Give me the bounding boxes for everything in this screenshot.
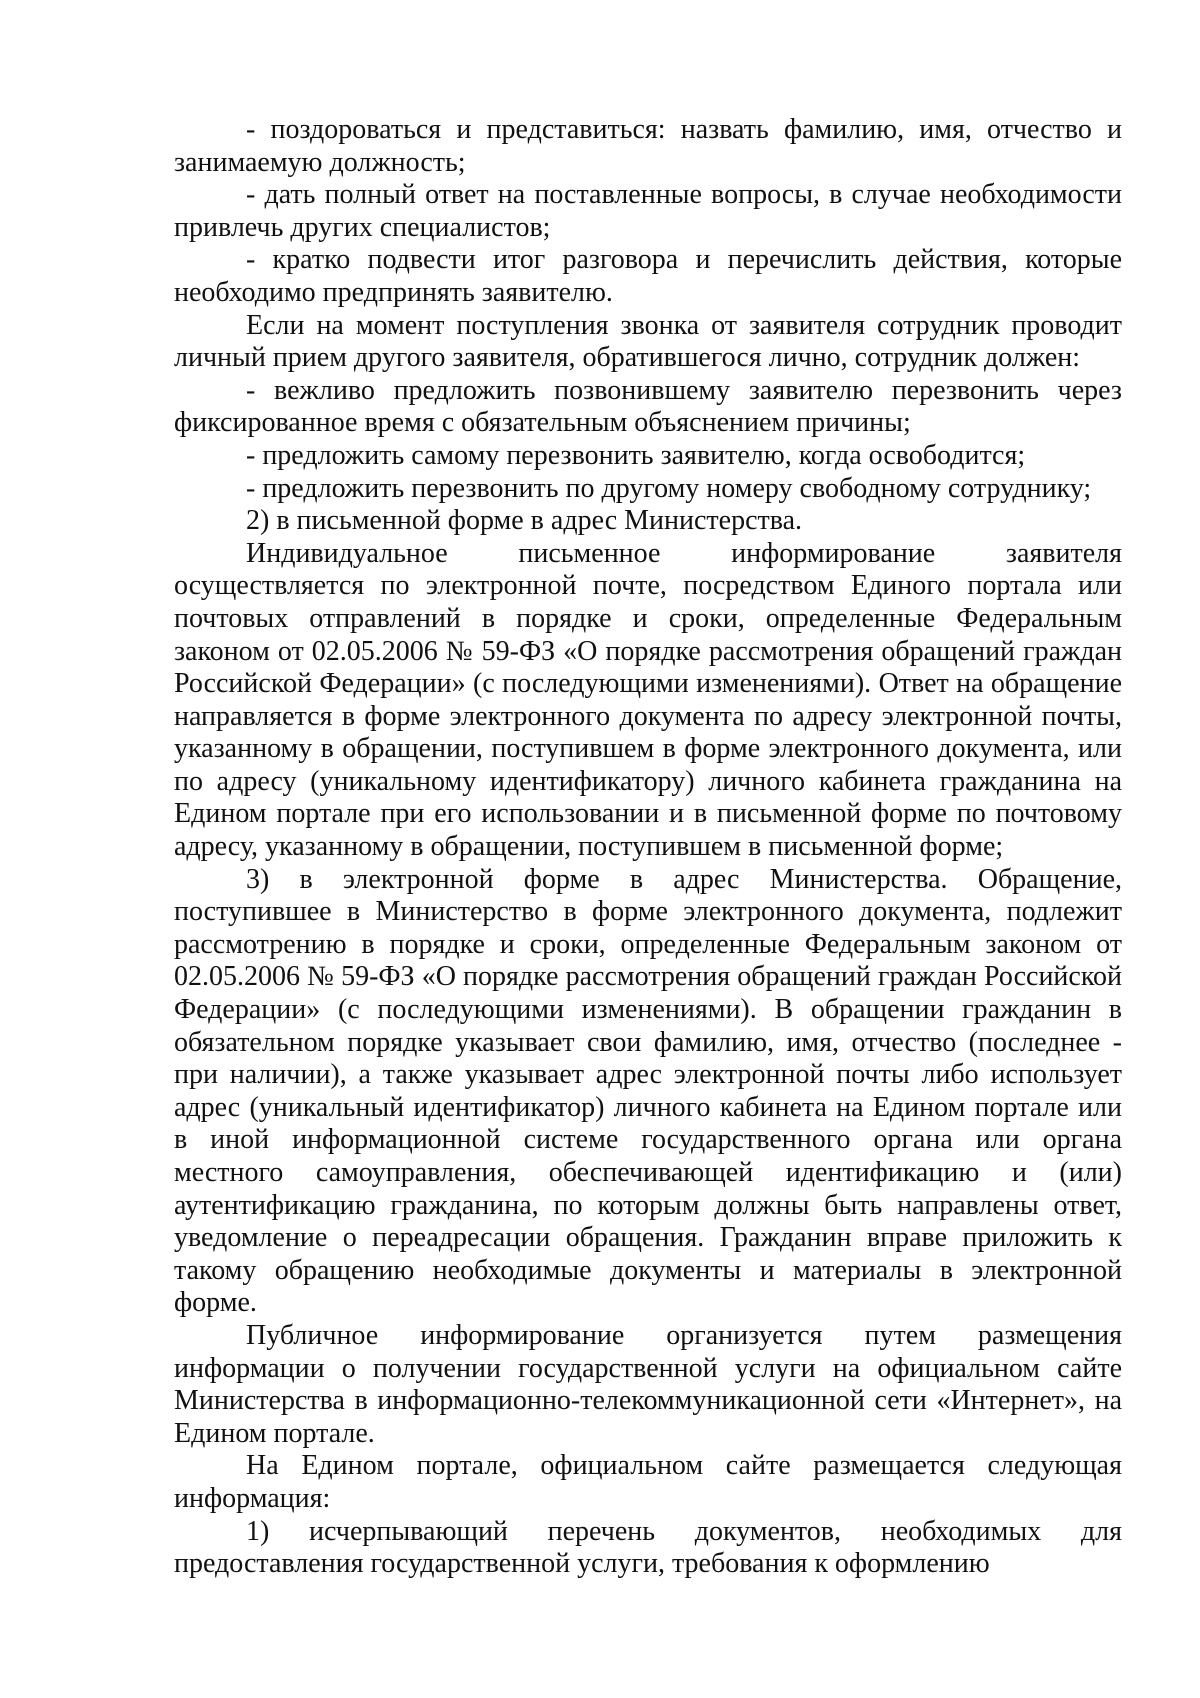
paragraph-individual-written-info: Индивидуальное письменное информирование заявителя осуществляется по электронной почте, посредством Единого портала или почтовых отправлений в порядке и сроки, определенные Федеральным законом от 02.05.2006 № 59-ФЗ «О порядке рассмотрения обращений граждан Российской Федерации» (с последующими изменениями). Ответ на обращение направляется в форме электронного документа по адресу электронной почты, указанному в обращении, поступившем в форме электронного документа, или по адресу (уникальному идентификатору) личного кабинета гражданина на Едином портале при его использовании и в письменной форме по почтовому адресу, указанному в обращении, поступившем в письменной форме; (174, 537, 1122, 863)
paragraph-public-info: Публичное информирование организуется путем размещения информации о получении государственной услуги на официальном сайте Министерства в информационно-телекоммуникационной сети «Интернет», на Едином портале. (174, 1319, 1122, 1449)
paragraph-portal-info: На Едином портале, официальном сайте размещается следующая информация: (174, 1450, 1122, 1514)
paragraph-list-item-1: 1) исчерпывающий перечень документов, необходимых для предоставления государственной услуги, требования к оформлению (174, 1515, 1122, 1580)
paragraph-call-during-reception: Если на момент поступления звонка от заявителя сотрудник проводит личный прием другого заявителя, обратившегося лично, сотрудник должен: (174, 309, 1122, 374)
paragraph-full-answer: - дать полный ответ на поставленные вопросы, в случае необходимости привлечь других специалистов; (174, 179, 1122, 243)
paragraph-summary: - кратко подвести итог разговора и перечислить действия, которые необходимо предпринять заявителю. (174, 244, 1122, 308)
paragraph-written-form: 2) в письменной форме в адрес Министерства. (246, 505, 803, 537)
paragraph-call-back-self: - предложить самому перезвонить заявителю, когда освободится; (246, 439, 1026, 471)
paragraph-offer-callback: - вежливо предложить позвонившему заявителю перезвонить через фиксированное время с обязательным объяснением причины; (174, 374, 1122, 439)
paragraph-other-number: - предложить перезвонить по другому номеру свободному сотруднику; (246, 472, 1092, 504)
document-page (174, 114, 1122, 1581)
paragraph-electronic-form: 3) в электронной форме в адрес Министерства. Обращение, поступившее в Министерство в форме электронного документа, подлежит рассмотрению в порядке и сроки, определенные Федеральным законом от 02.05.2006 № 59-ФЗ «О порядке рассмотрения обращений граждан Российской Федерации» (с последующими изменениями). В обращении гражданин в обязательном порядке указывает свои фамилию, имя, отчество (последнее - при наличии), а также указывает адрес электронной почты либо использует адрес (уникальный идентификатор) личного кабинета на Едином портале или в иной информационной системе государственного органа или органа местного самоуправления, обеспечивающей идентификацию и (или) аутентификацию гражданина, по которым должны быть направлены ответ, уведомление о переадресации обращения. Гражданин вправе приложить к такому обращению необходимые документы и материалы в электронной форме. (174, 863, 1122, 1319)
paragraph-greeting: - поздороваться и представиться: назвать фамилию, имя, отчество и занимаемую должность; (174, 114, 1122, 178)
